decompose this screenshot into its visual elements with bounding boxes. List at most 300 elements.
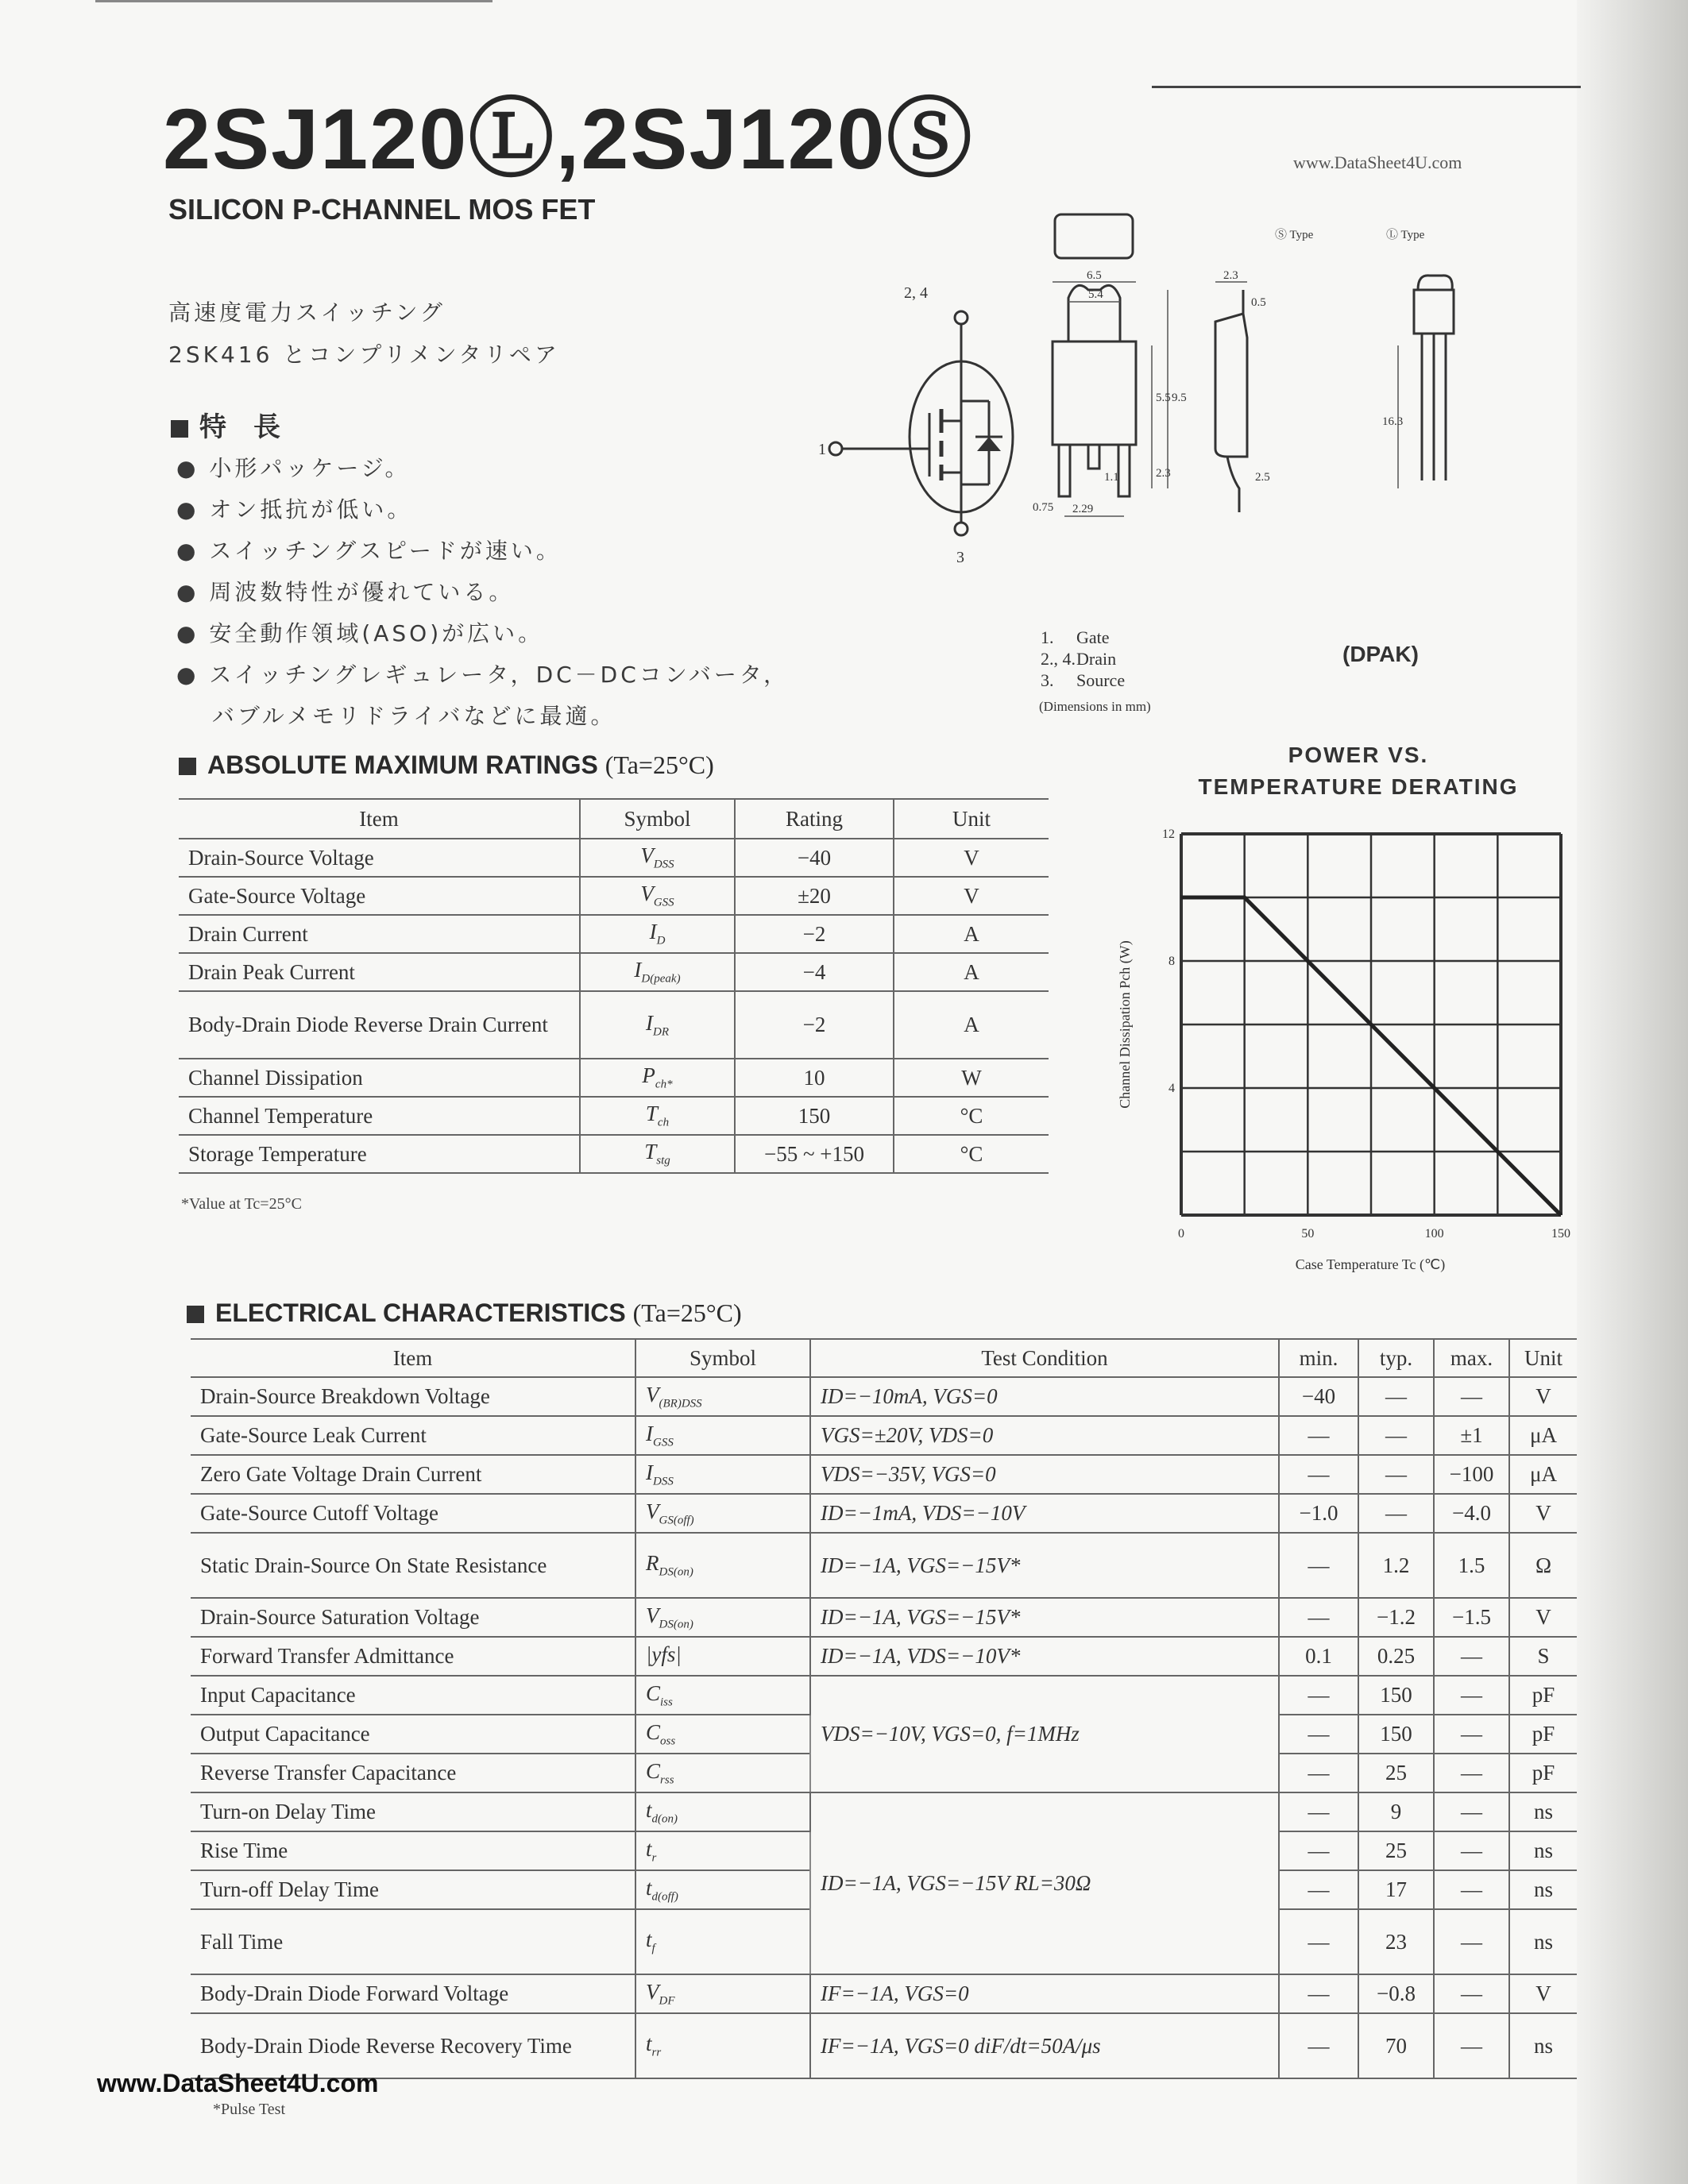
legend-num: 2., 4.: [1041, 649, 1076, 669]
top-view-package: [1055, 214, 1133, 258]
rating-cell: 150: [735, 1097, 894, 1135]
symbol-cell: [635, 1715, 810, 1754]
item-cell: Storage Temperature: [179, 1135, 580, 1173]
min-cell: —: [1279, 1455, 1358, 1494]
dim-label: 2.5: [1255, 471, 1270, 484]
max-cell: —: [1434, 1715, 1509, 1754]
min-cell: —: [1279, 2013, 1358, 2078]
symbol-subscript: stg: [656, 1154, 670, 1167]
table-row: [191, 2013, 1577, 2078]
table-row: [191, 1416, 1577, 1455]
electrical-condition: (Ta=25°C): [632, 1298, 742, 1327]
item-cell: Turn-off Delay Time: [191, 1870, 635, 1909]
max-cell: —: [1434, 1909, 1509, 1974]
symbol-subscript: ch*: [655, 1078, 673, 1091]
symbol: [646, 1758, 674, 1787]
table-row: [179, 953, 1049, 991]
typ-cell: —: [1358, 1377, 1434, 1416]
electrical-heading: [187, 1298, 742, 1328]
item-cell: Drain-Source Voltage: [179, 839, 580, 877]
dim-label: 2.3: [1223, 269, 1238, 282]
legend-name: Gate: [1076, 627, 1110, 647]
symbol-cell: [635, 1831, 810, 1870]
drain-terminal: [955, 311, 968, 324]
symbol-base: V: [646, 1603, 659, 1627]
rating-cell: ±20: [735, 877, 894, 915]
subtitle: SILICON P-CHANNEL MOS FET: [168, 193, 596, 226]
symbol: [646, 1836, 657, 1865]
intro-line-2: 2SK416 とコンプリメンタリペア: [168, 341, 560, 368]
abs-max-table: [179, 798, 1049, 1174]
unit-cell: S: [1509, 1637, 1577, 1676]
x-axis-label: Case Temperature Tc (℃): [1295, 1256, 1446, 1272]
symbol: [646, 1719, 676, 1748]
unit-cell: pF: [1509, 1715, 1577, 1754]
min-cell: —: [1279, 1974, 1358, 2013]
dim-label: 0.75: [1033, 501, 1054, 514]
symbol-base: V: [646, 1979, 659, 2004]
symbol-cell: [580, 953, 735, 991]
min-cell: 0.1: [1279, 1637, 1358, 1676]
unit-cell: V: [894, 877, 1049, 915]
typ-cell: 25: [1358, 1754, 1434, 1792]
symbol-base: R: [646, 1551, 659, 1576]
test-condition-cell: VDS=−35V, VGS=0: [810, 1455, 1279, 1494]
symbol-base: C: [646, 1719, 661, 1744]
unit-cell: A: [894, 991, 1049, 1059]
dim-label: 9.5: [1172, 392, 1187, 404]
symbol-subscript: D(peak): [641, 972, 681, 986]
typ-cell: 70: [1358, 2013, 1434, 2078]
col-header-item: Item: [179, 799, 580, 839]
symbol: [642, 1063, 673, 1091]
table-row: [191, 1494, 1577, 1533]
typ-cell: −1.2: [1358, 1598, 1434, 1637]
features-list: [176, 451, 789, 740]
symbol-subscript: DF: [659, 1994, 675, 2008]
min-cell: —: [1279, 1598, 1358, 1637]
item-cell: Drain Current: [179, 915, 580, 953]
symbol-cell: [635, 1792, 810, 1831]
symbol-subscript: GSS: [653, 896, 674, 909]
unit-cell: ns: [1509, 2013, 1577, 2078]
table-row: [191, 1676, 1577, 1715]
col-header-symbol: Symbol: [635, 1339, 810, 1377]
scan-edge-shadow: [1577, 0, 1688, 2184]
typ-cell: 23: [1358, 1909, 1434, 1974]
item-cell: Gate-Source Voltage: [179, 877, 580, 915]
symbol-cell: [635, 1598, 810, 1637]
table-row: [179, 877, 1049, 915]
min-cell: —: [1279, 1754, 1358, 1792]
square-bullet-icon: [187, 1306, 204, 1323]
typ-cell: 0.25: [1358, 1637, 1434, 1676]
symbol-cell: [635, 1754, 810, 1792]
symbol-subscript: d(off): [651, 1890, 678, 1904]
symbol-base: t: [646, 2032, 652, 2056]
unit-cell: V: [1509, 1494, 1577, 1533]
typ-cell: 25: [1358, 1831, 1434, 1870]
max-cell: —: [1434, 1377, 1509, 1416]
symbol-subscript: iss: [660, 1696, 673, 1709]
unit-cell: V: [1509, 1598, 1577, 1637]
symbol: [649, 920, 666, 947]
symbol-subscript: rss: [660, 1773, 674, 1787]
abs-max-condition: (Ta=25°C): [605, 751, 714, 779]
electrical-footnote: *Pulse Test: [213, 2101, 286, 2118]
symbol: [646, 1010, 669, 1039]
item-cell: Drain Peak Current: [179, 953, 580, 991]
max-cell: —: [1434, 1974, 1509, 2013]
table-row: [179, 915, 1049, 953]
unit-cell: pF: [1509, 1754, 1577, 1792]
typ-cell: 1.2: [1358, 1533, 1434, 1598]
test-condition-cell: ID=−1A, VGS=−15V RL=30Ω: [810, 1792, 1279, 1974]
symbol-base: I: [646, 1010, 653, 1035]
symbol-base: I: [634, 958, 642, 982]
symbol: [646, 1875, 678, 1904]
package-name: (DPAK): [1342, 642, 1419, 666]
y-tick-label: 4: [1168, 1082, 1175, 1095]
table-header-row: [179, 799, 1049, 839]
symbol-subscript: DS(on): [659, 1618, 693, 1631]
abs-max-heading-text: ABSOLUTE MAXIMUM RATINGS: [207, 751, 598, 779]
typ-cell: —: [1358, 1494, 1434, 1533]
symbol-cell: [580, 1059, 735, 1097]
symbol-subscript: GSS: [653, 1436, 674, 1449]
rating-cell: −2: [735, 991, 894, 1059]
item-cell: Reverse Transfer Capacitance: [191, 1754, 635, 1792]
symbol-base: |yfs|: [646, 1642, 682, 1666]
symbol: [646, 1499, 694, 1527]
symbol-base: C: [646, 1680, 661, 1705]
dim-label: 16.3: [1382, 415, 1404, 428]
item-cell: Channel Temperature: [179, 1097, 580, 1135]
table-row: [179, 1135, 1049, 1173]
symbol: [646, 1680, 673, 1709]
dim-label: 1.1: [1104, 471, 1119, 484]
test-condition-cell: VDS=−10V, VGS=0, f=1MHz: [810, 1676, 1279, 1792]
symbol-base: t: [646, 1927, 652, 1952]
typ-cell: —: [1358, 1416, 1434, 1455]
symbol-subscript: DSS: [653, 1475, 674, 1488]
table-header-row: [191, 1339, 1577, 1377]
unit-cell: pF: [1509, 1676, 1577, 1715]
max-cell: —: [1434, 1637, 1509, 1676]
symbol-subscript: d(on): [651, 1812, 678, 1826]
symbol-base: t: [646, 1797, 652, 1822]
col-header-min: min.: [1279, 1339, 1358, 1377]
symbol-cell: [635, 1974, 810, 2013]
unit-cell: W: [894, 1059, 1049, 1097]
test-condition-cell: ID=−10mA, VGS=0: [810, 1377, 1279, 1416]
max-cell: −4.0: [1434, 1494, 1509, 1533]
typ-cell: —: [1358, 1455, 1434, 1494]
symbol: [646, 1421, 674, 1449]
derating-chart: [1096, 818, 1589, 1295]
symbol-base: I: [646, 1421, 653, 1445]
y-tick-label: 12: [1162, 828, 1175, 841]
x-tick-label: 150: [1551, 1227, 1570, 1241]
unit-cell: μA: [1509, 1455, 1577, 1494]
item-cell: Forward Transfer Admittance: [191, 1637, 635, 1676]
max-cell: —: [1434, 1754, 1509, 1792]
symbol-base: T: [645, 1102, 658, 1126]
symbol-subscript: oss: [660, 1734, 676, 1748]
item-cell: Body-Drain Diode Forward Voltage: [191, 1974, 635, 2013]
test-condition-cell: IF=−1A, VGS=0 diF/dt=50A/μs: [810, 2013, 1279, 2078]
unit-cell: V: [1509, 1377, 1577, 1416]
item-cell: Channel Dissipation: [179, 1059, 580, 1097]
source-terminal: [955, 523, 968, 535]
symbol: [634, 958, 681, 986]
col-header-max: max.: [1434, 1339, 1509, 1377]
symbol-cell: [635, 1494, 810, 1533]
symbol-subscript: ch: [657, 1116, 670, 1129]
min-cell: —: [1279, 1676, 1358, 1715]
square-bullet-icon: [171, 420, 188, 438]
typ-cell: 150: [1358, 1715, 1434, 1754]
symbol-cell: [580, 915, 735, 953]
rating-cell: −40: [735, 839, 894, 877]
max-cell: 1.5: [1434, 1533, 1509, 1598]
symbol-cell: [580, 1135, 735, 1173]
symbol-base: C: [646, 1758, 661, 1783]
symbol-base: V: [640, 882, 654, 906]
title-rule: [1152, 86, 1581, 88]
test-condition-cell: VGS=±20V, VDS=0: [810, 1416, 1279, 1455]
dimension-note: (Dimensions in mm): [1039, 699, 1151, 714]
unit-cell: ns: [1509, 1831, 1577, 1870]
test-condition-cell: ID=−1A, VGS=−15V*: [810, 1533, 1279, 1598]
l-type-label: Ⓛ Type: [1386, 229, 1425, 241]
legend-num: 1.: [1041, 627, 1054, 647]
item-cell: Turn-on Delay Time: [191, 1792, 635, 1831]
typ-cell: 17: [1358, 1870, 1434, 1909]
dim-label: 2.29: [1072, 503, 1094, 515]
pin-label-drain: 2, 4: [904, 284, 928, 302]
symbol-cell: [635, 1676, 810, 1715]
unit-cell: °C: [894, 1097, 1049, 1135]
symbol-base: T: [644, 1140, 657, 1164]
item-cell: Gate-Source Cutoff Voltage: [191, 1494, 635, 1533]
table-row: [191, 1377, 1577, 1416]
item-cell: Input Capacitance: [191, 1676, 635, 1715]
rating-cell: −4: [735, 953, 894, 991]
test-condition-cell: ID=−1A, VGS=−15V*: [810, 1598, 1279, 1637]
dim-label: 0.5: [1251, 296, 1266, 309]
rating-cell: −55 ~ +150: [735, 1135, 894, 1173]
feature-item: バブルメモリドライバなどに最適。: [176, 703, 616, 729]
mosfet-circuit-symbol: [818, 270, 1033, 572]
y-axis-label: Channel Dissipation Pch (W): [1117, 940, 1133, 1109]
gate-terminal: [829, 442, 842, 455]
max-cell: —: [1434, 1870, 1509, 1909]
symbol: [644, 1140, 670, 1167]
item-cell: Gate-Source Leak Current: [191, 1416, 635, 1455]
unit-cell: ns: [1509, 1909, 1577, 1974]
x-tick-label: 50: [1301, 1227, 1315, 1241]
s-type-label: Ⓢ Type: [1275, 229, 1314, 241]
symbol: [646, 1382, 702, 1410]
min-cell: —: [1279, 1831, 1358, 1870]
symbol-cell: [635, 1637, 810, 1676]
symbol-subscript: DSS: [653, 858, 674, 871]
symbol: [645, 1102, 670, 1129]
feature-item: ● スイッチングスピードが速い。: [176, 538, 562, 564]
unit-cell: V: [1509, 1974, 1577, 2013]
col-header-rating: Rating: [735, 799, 894, 839]
unit-cell: A: [894, 915, 1049, 953]
package-outline-drawing: [1033, 203, 1581, 719]
item-cell: Rise Time: [191, 1831, 635, 1870]
table-row: [191, 1598, 1577, 1637]
unit-cell: ns: [1509, 1870, 1577, 1909]
symbol-base: I: [646, 1460, 653, 1484]
symbol-subscript: rr: [651, 2046, 662, 2059]
watermark-top: www.DataSheet4U.com: [1293, 152, 1462, 172]
item-cell: Body-Drain Diode Reverse Recovery Time: [191, 2013, 635, 2078]
symbol-subscript: (BR)DSS: [659, 1397, 702, 1410]
max-cell: —: [1434, 1676, 1509, 1715]
intro-line-1: 高速度電力スイッチング: [168, 299, 446, 326]
electrical-heading-text: ELECTRICAL CHARACTERISTICS: [215, 1298, 626, 1327]
test-condition-cell: IF=−1A, VGS=0: [810, 1974, 1279, 2013]
feature-item: ● スイッチングレギュレータ，DC－DCコンバータ，: [176, 662, 790, 688]
symbol-base: V: [646, 1382, 659, 1406]
legend-num: 3.: [1041, 670, 1054, 690]
max-cell: −1.5: [1434, 1598, 1509, 1637]
min-cell: —: [1279, 1416, 1358, 1455]
col-header-unit: Unit: [894, 799, 1049, 839]
feature-item: ● 安全動作領域(ASO)が広い。: [176, 620, 544, 646]
test-condition-cell: ID=−1mA, VDS=−10V: [810, 1494, 1279, 1533]
unit-cell: A: [894, 953, 1049, 991]
col-header-item: Item: [191, 1339, 635, 1377]
abs-max-heading: [179, 751, 714, 780]
col-header-symbol: Symbol: [580, 799, 735, 839]
unit-cell: V: [894, 839, 1049, 877]
unit-cell: μA: [1509, 1416, 1577, 1455]
typ-cell: 9: [1358, 1792, 1434, 1831]
item-cell: Body-Drain Diode Reverse Drain Current: [179, 991, 580, 1059]
symbol-cell: [580, 877, 735, 915]
typ-cell: −0.8: [1358, 1974, 1434, 2013]
symbol-cell: [635, 2013, 810, 2078]
max-cell: ±1: [1434, 1416, 1509, 1455]
rating-cell: −2: [735, 915, 894, 953]
symbol-subscript: DS(on): [659, 1565, 693, 1579]
symbol-cell: [580, 839, 735, 877]
min-cell: —: [1279, 1909, 1358, 1974]
symbol: [646, 1642, 682, 1666]
min-cell: −1.0: [1279, 1494, 1358, 1533]
test-condition-cell: ID=−1A, VDS=−10V*: [810, 1637, 1279, 1676]
symbol-cell: [635, 1870, 810, 1909]
symbol-base: I: [649, 920, 657, 944]
dim-label: 6.5: [1087, 269, 1102, 282]
max-cell: —: [1434, 1792, 1509, 1831]
table-row: [179, 1097, 1049, 1135]
min-cell: −40: [1279, 1377, 1358, 1416]
table-row: [191, 1533, 1577, 1598]
dim-label: 2.3: [1156, 467, 1171, 480]
item-cell: Fall Time: [191, 1909, 635, 1974]
unit-cell: °C: [894, 1135, 1049, 1173]
symbol: [646, 1603, 693, 1631]
unit-cell: ns: [1509, 1792, 1577, 1831]
table-row: [179, 839, 1049, 877]
table-row: [191, 1974, 1577, 2013]
symbol-cell: [635, 1533, 810, 1598]
col-header-typ: typ.: [1358, 1339, 1434, 1377]
symbol-cell: [580, 991, 735, 1059]
symbol-base: V: [646, 1499, 659, 1523]
feature-item: ● 小形パッケージ。: [176, 455, 411, 481]
feature-item: ● 周波数特性が優れている。: [176, 579, 515, 605]
table-row: [179, 991, 1049, 1059]
symbol: [646, 2032, 662, 2059]
dim-label: 5.5: [1156, 392, 1171, 404]
table-row: [179, 1059, 1049, 1097]
legend-name: Source: [1076, 670, 1126, 690]
symbol: [640, 843, 674, 871]
item-cell: Zero Gate Voltage Drain Current: [191, 1455, 635, 1494]
item-cell: Output Capacitance: [191, 1715, 635, 1754]
symbol-subscript: GS(off): [659, 1514, 694, 1527]
symbol: [646, 1460, 674, 1488]
dim-label: 5.4: [1088, 288, 1103, 301]
symbol-cell: [635, 1909, 810, 1974]
table-row: [191, 1792, 1577, 1831]
chart-title-line-2: TEMPERATURE DERATING: [1198, 774, 1519, 799]
x-tick-label: 0: [1178, 1227, 1184, 1241]
min-cell: —: [1279, 1533, 1358, 1598]
symbol-subscript: f: [651, 1942, 655, 1955]
top-rule: [95, 0, 492, 2]
pin-label-source: 3: [956, 549, 964, 566]
symbol: [646, 1551, 693, 1579]
symbol-base: t: [646, 1836, 652, 1861]
features-heading: [171, 405, 280, 444]
feature-item: ● オン抵抗が低い。: [176, 496, 413, 523]
electrical-table: [191, 1338, 1577, 2079]
symbol: [646, 1797, 678, 1826]
page-title: 2SJ120Ⓛ,2SJ120Ⓢ: [163, 91, 974, 187]
legend-name: Drain: [1076, 649, 1117, 669]
rating-cell: 10: [735, 1059, 894, 1097]
symbol-subscript: DR: [653, 1025, 669, 1039]
typ-cell: 150: [1358, 1676, 1434, 1715]
col-header-unit: Unit: [1509, 1339, 1577, 1377]
features-heading-text: 特 長: [199, 411, 280, 443]
symbol-base: V: [640, 843, 654, 868]
item-cell: Drain-Source Breakdown Voltage: [191, 1377, 635, 1416]
symbol-cell: [580, 1097, 735, 1135]
symbol-subscript: D: [656, 934, 666, 947]
pin-label-gate: 1: [818, 441, 826, 458]
item-cell: Drain-Source Saturation Voltage: [191, 1598, 635, 1637]
square-bullet-icon: [179, 758, 196, 775]
col-header-test-condition: Test Condition: [810, 1339, 1279, 1377]
x-tick-label: 100: [1424, 1227, 1444, 1241]
symbol-cell: [635, 1416, 810, 1455]
table-row: [191, 1637, 1577, 1676]
abs-max-footnote: *Value at Tc=25°C: [181, 1195, 302, 1213]
max-cell: −100: [1434, 1455, 1509, 1494]
symbol: [646, 1927, 655, 1955]
min-cell: —: [1279, 1792, 1358, 1831]
